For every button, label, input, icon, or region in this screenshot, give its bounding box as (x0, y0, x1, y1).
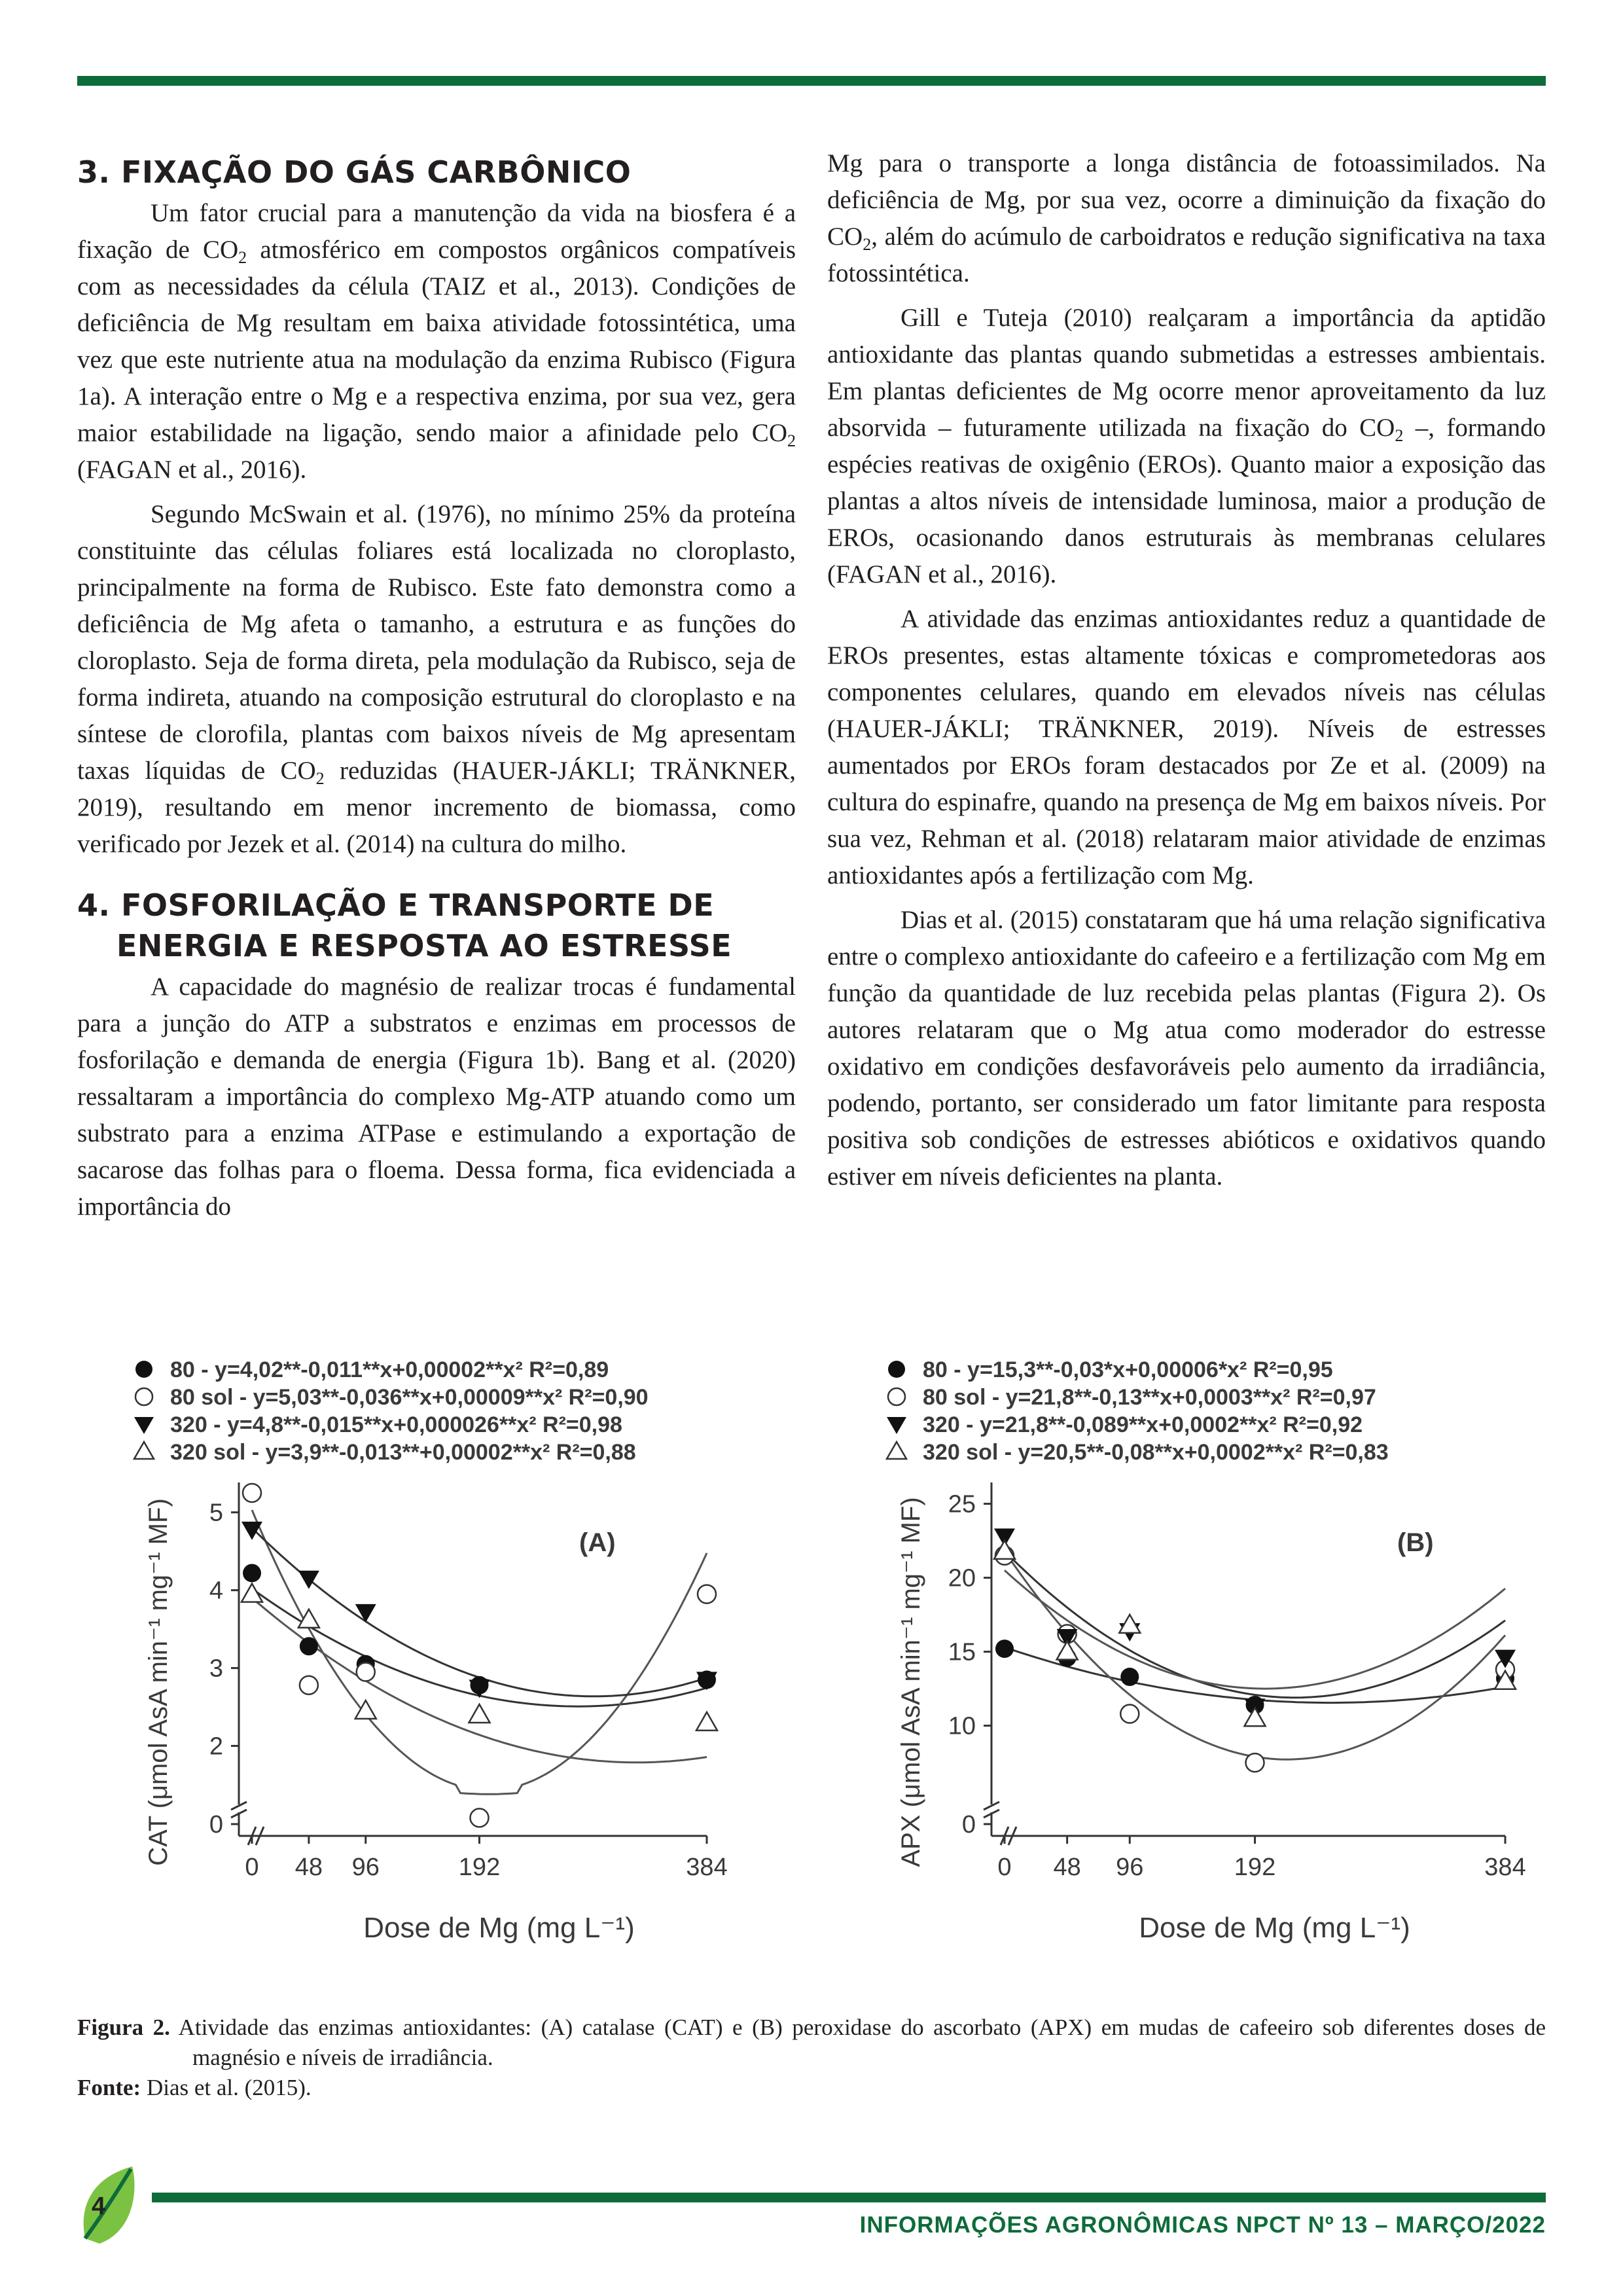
x-tick-label-4: 384 (1484, 1854, 1526, 1881)
point-s0-1 (300, 1637, 318, 1655)
fit-curve-2 (1005, 1551, 1505, 1698)
section-3-paragraph-1: Um fator crucial para a manutenção da vida na biosfera é a fixação de $CO_2$ atmosférico em compostos orgânicos compatíveis com as necessidades da célula (TAIZ et al., 2013). Condições de deficiência de Mg resultam em baixa atividade fotossintética, uma vez que este nutriente atua na modulação da enzima Rubisco (Figura 1a). A interação entre o Mg e a respectiva enzima, por sua vez, gera maior estabilidade na ligação, sendo maior a afinidade pelo $CO_2$ (FAGAN et al., 2016). (77, 199, 796, 484)
legend-marker-0 (888, 1361, 905, 1378)
x-tick-label-0: 0 (245, 1854, 259, 1881)
y-axis-label: APX (μmol AsA min⁻¹ mg⁻¹ MF) (897, 1497, 925, 1867)
legend-marker-0 (135, 1361, 152, 1378)
point-s1-4 (698, 1585, 716, 1604)
fit-curve-3 (1005, 1570, 1505, 1689)
point-s3-2 (355, 1700, 376, 1719)
legend-marker-1 (135, 1388, 152, 1405)
point-s1-0 (243, 1484, 261, 1502)
y-tick-label-0: 0 (961, 1811, 976, 1839)
footer-title: INFORMAÇÕES AGRONÔMICAS NPCT Nº 13 – MARÇO/2022 (859, 2212, 1546, 2238)
footer-rule (152, 2193, 1546, 2202)
x-tick-label-1: 48 (294, 1854, 323, 1881)
y-tick-label-1: 2 (209, 1732, 223, 1761)
y-axis-label: CAT (μmol AsA min⁻¹ mg⁻¹ MF) (144, 1498, 173, 1866)
right-paragraph-4: Dias et al. (2015) constataram que há uma relação significativa entre o complexo antioxidante do cafeeiro e a fertilização com Mg em função da quantidade de luz recebida pelas plantas (Figura 2). Os autores relataram que o Mg atua como moderador do estresse oxidativo em condições desfavoráveis pelo aumento da irradiância, podendo, portanto, ser considerado um fator limitante para resposta positiva sob condições de estresses abióticos e oxidativos quando estiver em níveis deficientes na planta. (827, 906, 1546, 1191)
point-s0-0 (243, 1564, 261, 1582)
point-s3-1 (298, 1609, 319, 1628)
right-column (827, 145, 1546, 1203)
page-number: 4 (92, 2193, 106, 2220)
x-tick-label-4: 384 (686, 1854, 728, 1881)
x-tick-label-3: 192 (1234, 1854, 1276, 1881)
point-s1-1 (300, 1676, 318, 1695)
left-column (77, 145, 796, 1233)
legend-entry-1: 80 sol - y=5,03**-0,036**x+0,00009**x² R²=0,90 (170, 1385, 649, 1410)
y-tick-label-1: 10 (948, 1712, 976, 1740)
caption-text: Figura 2. Atividade das enzimas antioxidantes: (A) catalase (CAT) e (B) peroxidase do ascorbato (APX) em mudas de cafeeiro sob diferentes doses de magnésio e níveis de irradiância. (77, 2015, 1546, 2070)
fit-curve-1 (1005, 1551, 1505, 1759)
section-3-paragraph-2: Segundo McSwain et al. (1976), no mínimo 25% da proteína constituinte das células foliares está localizada no cloroplasto, principalmente na forma de Rubisco. Este fato demonstra como a deficiência de Mg afeta o tamanho, a estrutura e as funções do cloroplasto. Seja de forma direta, pela modulação da Rubisco, seja de forma indireta, atuando na composição estrutural do cloroplasto e na síntese de clorofila, plantas com baixos níveis de Mg apresentam taxas líquidas de $CO_2$ reduzidas (HAUER-JÁKLI; TRÄNKNER, 2019), resultando em menor incremento de biomassa, como verificado por Jezek et al. (2014) na cultura do milho. (77, 500, 796, 858)
x-tick-label-1: 48 (1053, 1854, 1081, 1881)
point-s3-1 (1057, 1641, 1078, 1660)
y-tick-label-2: 15 (948, 1638, 976, 1666)
legend-entry-1: 80 sol - y=21,8**-0,13**x+0,0003**x² R²=0,97 (923, 1385, 1376, 1410)
legend-marker-1 (888, 1388, 905, 1405)
chart-panel-a (134, 1357, 728, 1944)
legend-entry-2: 320 - y=21,8**-0,089**x+0,0002**x² R²=0,92 (923, 1412, 1363, 1437)
section-3-title: 3. FIXAÇÃO DO GÁS CARBÔNICO (77, 154, 632, 190)
right-paragraph-1: Mg para o transporte a longa distância de fotoassimilados. Na deficiência de Mg, por sua vez, ocorre a diminuição da fixação do $CO_2$, além do acúmulo de carboidratos e redução significativa na taxa fotossintética. (827, 149, 1546, 287)
section-4-title: 4. FOSFORILAÇÃO E TRANSPORTE DE ENERGIA E RESPOSTA AO ESTRESSE (77, 888, 732, 963)
point-s0-2 (1120, 1668, 1139, 1686)
x-tick-label-2: 96 (351, 1854, 380, 1881)
y-tick-label-3: 20 (948, 1564, 976, 1592)
legend-marker-2 (134, 1417, 154, 1434)
leaf-logo-icon (73, 2160, 145, 2251)
point-s0-0 (995, 1640, 1014, 1658)
y-tick-label-4: 5 (209, 1499, 223, 1527)
legend-marker-3 (887, 1442, 906, 1459)
legend-entry-2: 320 - y=4,8**-0,015**x+0,000026**x² R²=0,98 (170, 1412, 622, 1437)
x-axis-label: Dose de Mg (mg L⁻¹) (363, 1912, 635, 1944)
legend-entry-3: 320 sol - y=3,9**-0,013**+0,00002**x² R²=0,88 (170, 1440, 636, 1465)
point-s1-2 (1120, 1705, 1139, 1723)
legend-entry-0: 80 - y=15,3**-0,03*x+0,00006*x² R²=0,95 (923, 1357, 1333, 1382)
point-s3-4 (696, 1712, 717, 1731)
y-tick-label-3: 4 (209, 1577, 223, 1605)
figure-caption (77, 2013, 1546, 2103)
point-s2-2 (355, 1604, 376, 1623)
x-axis-label: Dose de Mg (mg L⁻¹) (1139, 1912, 1410, 1944)
header-rule (77, 76, 1546, 86)
section-4-paragraph-1: A capacidade do magnésio de realizar trocas é fundamental para a junção do ATP a substratos e enzimas em processos de fosforilação e demanda de energia (Figura 1b). Bang et al. (2020) ressaltaram a importância do complexo Mg-ATP atuando como um substrato para a enzima ATPase e estimulando a exportação de sacarose das folhas para o floema. Dessa forma, fica evidenciada a importância do (77, 973, 796, 1221)
y-tick-label-0: 0 (209, 1811, 223, 1839)
y-tick-label-4: 25 (948, 1490, 976, 1518)
legend-marker-3 (134, 1442, 154, 1459)
y-tick-label-2: 3 (209, 1655, 223, 1683)
panel-label: (B) (1397, 1528, 1434, 1557)
point-s2-0 (241, 1522, 262, 1540)
figure-2-charts (98, 1348, 1538, 2003)
right-paragraph-2: Gill e Tuteja (2010) realçaram a importância da aptidão antioxidante das plantas quando submetidas a estresses ambientais. Em plantas deficientes de Mg ocorre menor aproveitamento da luz absorvida – futuramente utilizada na fixação do $CO_2$ –, formando espécies reativas de oxigênio (EROs). Quanto maior a exposição das plantas a altos níveis de intensidade luminosa, maior a produção de EROs, ocasionando danos estruturais às membranas celulares (FAGAN et al., 2016). (827, 304, 1546, 588)
x-tick-label-2: 96 (1116, 1854, 1144, 1881)
legend-marker-2 (887, 1417, 906, 1434)
point-s1-3 (1246, 1753, 1264, 1772)
x-tick-label-0: 0 (997, 1854, 1012, 1881)
point-s3-3 (1245, 1708, 1266, 1726)
caption-source: Fonte: Dias et al. (2015). (77, 2075, 312, 2100)
point-s1-3 (471, 1808, 489, 1827)
panel-label: (A) (579, 1528, 616, 1557)
legend-entry-3: 320 sol - y=20,5**-0,08**x+0,0002**x² R²=0,83 (923, 1440, 1389, 1465)
chart-panel-b (887, 1357, 1526, 1944)
x-tick-label-3: 192 (458, 1854, 501, 1881)
point-s3-3 (469, 1704, 490, 1723)
point-s1-2 (357, 1663, 375, 1681)
fit-curve-2 (252, 1528, 707, 1696)
right-paragraph-3: A atividade das enzimas antioxidantes reduz a quantidade de EROs presentes, estas altamente tóxicas e comprometedoras aos componentes celulares, quando em elevados níveis nas células (HAUER-JÁKLI; TRÄNKNER, 2019). Níveis de estresses aumentados por EROs foram destacados por Ze et al. (2009) na cultura do espinafre, quando na presença de Mg em baixos níveis. Por sua vez, Rehman et al. (2018) relataram maior atividade de enzimas antioxidantes após a fertilização com Mg. (827, 605, 1546, 889)
legend-entry-0: 80 - y=4,02**-0,011**x+0,00002**x² R²=0,89 (170, 1357, 609, 1382)
